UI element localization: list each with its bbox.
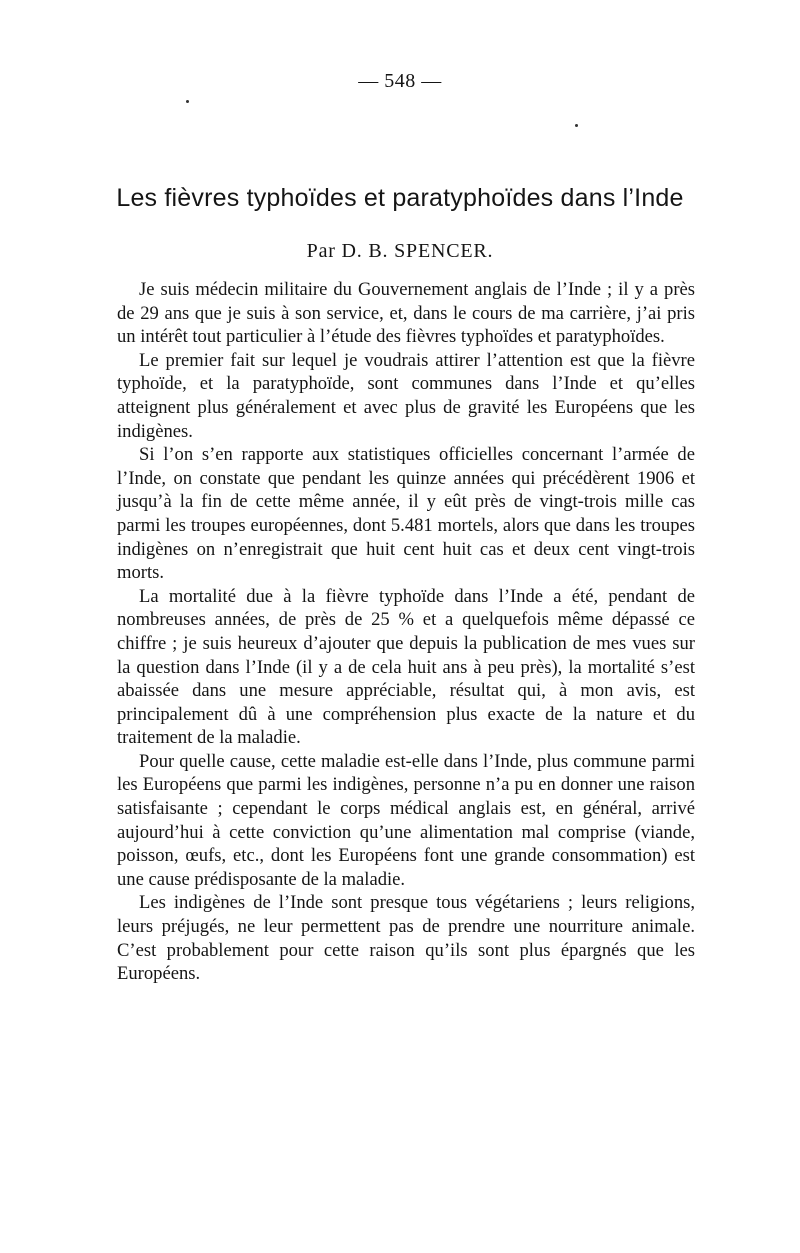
- page-number: — 548 —: [358, 70, 442, 92]
- paragraph-3: Si l’on s’en rapporte aux statistiques officielles concernant l’armée de l’Inde, on constate que pendant les quinze années qui précédèrent 1906 et jusqu’à la fin de cette même année, il y eût près de vingt-trois mille cas parmi les troupes européennes, dont 5.481 mortels, alors que dans les troupes indigènes on n’enregistrait que huit cent huit cas et deux cent vingt-trois morts.: [117, 444, 695, 584]
- paragraph-5: Pour quelle cause, cette maladie est-elle dans l’Inde, plus commune parmi les Européens que parmi les indigènes, personne n’a pu en donner une raison satisfaisante ; cependant le corps médical anglais est, en général, arrivé aujourd’hui à cette conviction qu’une alimentation mal comprise (viande, poisson, œufs, etc., dont les Européens font une grande consommation) est une cause prédisposante de la maladie.: [117, 750, 695, 890]
- paragraph-1: Je suis médecin militaire du Gouvernement anglais de l’Inde ; il y a près de 29 ans que je suis à son service, et, dans le cours de ma carrière, j’ai pris un intérêt tout particulier à l’étude des fièvres typhoïdes et paratyphoïdes.: [117, 279, 695, 348]
- article-body: [117, 278, 695, 986]
- author-byline: Par D. B. SPENCER.: [306, 240, 494, 262]
- scan-speck: [186, 100, 189, 103]
- paragraph-6: Les indigènes de l’Inde sont presque tous végétariens ; leurs religions, leurs préjugés, ne leur permettent pas de prendre une nourriture animale. C’est probablement pour cette raison qu’ils sont plus épargnés que les Européens.: [117, 892, 695, 985]
- paragraph-2: Le premier fait sur lequel je voudrais attirer l’attention est que la fièvre typhoïde, et la paratyphoïde, sont communes dans l’Inde et qu’elles atteignent plus généralement et avec plus de gravité les Européens que les indigènes.: [117, 349, 695, 442]
- article-title: Les fièvres typhoïdes et paratyphoïdes dans l’Inde: [116, 184, 684, 212]
- scan-speck: [575, 124, 578, 127]
- paragraph-4: La mortalité due à la fièvre typhoïde dans l’Inde a été, pendant de nombreuses années, de près de 25 % et a quelquefois même dépassé ce chiffre ; je suis heureux d’ajouter que depuis la publication de mes vues sur la question dans l’Inde (il y a de cela huit ans à peu près), la mortalité s’est abaissée dans une mesure appréciable, résultat qui, à mon avis, est principalement dû à une compréhension plus exacte de la nature et du traitement de la maladie.: [117, 585, 695, 749]
